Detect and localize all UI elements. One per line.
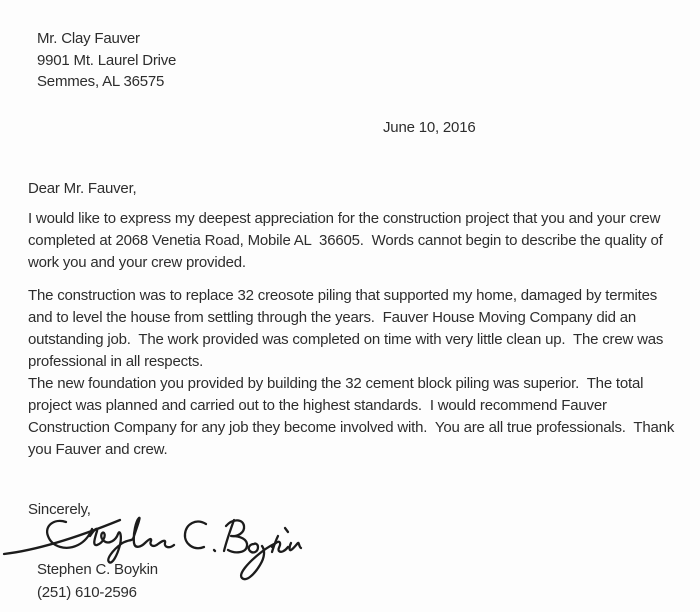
recipient-name: Mr. Clay Fauver: [37, 30, 140, 47]
recipient-street: 9901 Mt. Laurel Drive: [37, 51, 177, 69]
signer-typed-name: Stephen C. Boykin: [37, 561, 158, 578]
letter-date: June 10, 2016: [383, 119, 476, 136]
salutation: Dear Mr. Fauver,: [28, 180, 137, 197]
closing-salutation: Sincerely,: [28, 501, 91, 518]
body-paragraph-1: I would like to express my deepest appreciation for the construction project that you and your crew completed at 2068 Venetia Road, Mobile AL 36605. Words cannot begin to describe the quality of work you and your crew provided.: [28, 210, 667, 271]
body-paragraph-3: The new foundation you provided by building the 32 cement block piling was superior. The total project was planned and carried out to the highest standards. I would recommend Fauver Construction Company for any job they become involved with. You are all true professionals. Thank you Fauver and crew.: [28, 375, 679, 458]
signer-phone-number: (251) 610-2596: [37, 584, 137, 601]
recipient-address-block: [37, 28, 176, 93]
body-paragraph-2: The construction was to replace 32 creosote piling that supported my home, damaged by termites and to level the house from settling through the years. Fauver House Moving Company did an outstanding job. The work provided was completed on time with very little clean up. The crew was professional in all respects.: [28, 287, 668, 370]
recipient-city-state-zip: Semmes, AL 36575: [37, 73, 165, 90]
